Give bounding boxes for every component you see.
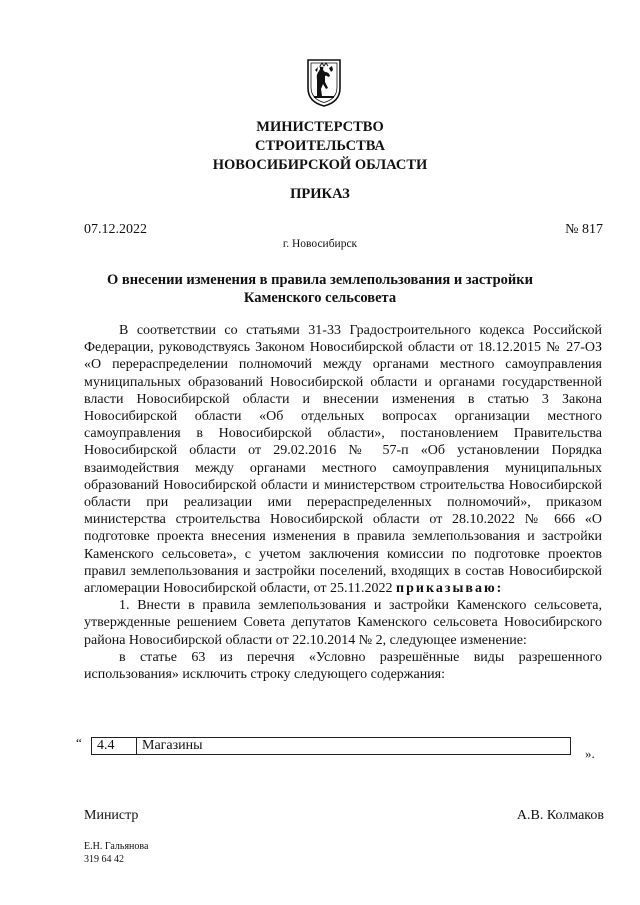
ministry-line: МИНИСТЕРСТВО [256, 119, 384, 135]
document-type: ПРИКАЗ [290, 186, 350, 202]
executor-info [84, 840, 148, 866]
table-cell-code: 4.4 [92, 738, 137, 755]
quote-close: ». [585, 746, 595, 761]
signature-title: Министр [84, 808, 139, 823]
order-subject [0, 271, 640, 307]
order-number: № 817 [565, 222, 603, 237]
table-row [92, 738, 571, 755]
order-body [84, 322, 602, 683]
quote-open: “ [76, 735, 82, 750]
subject-line: Каменского сельсовета [243, 290, 397, 306]
body-paragraph-2: 1. Внести в правила землепользования и застройки Каменского сельсовета, утвержденные решением Совета депутатов Каменского сельсовета Новосибирского района Новосибирской области от 22.10.2014 № 2, следующее изменение: [84, 598, 602, 648]
coat-of-arms-icon [306, 58, 342, 108]
order-city: г. Новосибирск [282, 238, 358, 250]
body-paragraph-1 [84, 322, 602, 597]
body-paragraph-3: в статье 63 из перечня «Условно разрешённые виды разрешенного использования» исключить строку следующего содержания: [84, 649, 602, 683]
ministry-line: НОВОСИБИРСКОЙ ОБЛАСТИ [212, 157, 428, 173]
ministry-name [0, 118, 640, 175]
signature-name: А.В. Колмаков [516, 808, 604, 823]
excluded-row-table [91, 737, 571, 755]
order-word: приказываю: [396, 581, 504, 597]
subject-line: О внесении изменения в правила землепользования и застройки [106, 272, 533, 288]
executor-phone: 319 64 42 [84, 854, 124, 865]
ministry-line: СТРОИТЕЛЬСТВА [254, 138, 386, 154]
order-date: 07.12.2022 [84, 222, 147, 237]
executor-name: Е.Н. Гальянова [84, 841, 149, 852]
table-cell-name: Магазины [137, 738, 571, 755]
body-paragraph-1-text: В соответствии со статьями 31-33 Градостроительного кодекса Российской Федерации, руководствуясь Законом Новосибирской области от 18.12.2015 № 27-ОЗ «О перераспределении полномочий между органами местного самоуправления муниципальных образований Новосибирской области и органами государственной власти Новосибирской области и внесении изменения в статью 3 Закона Новосибирской области «Об отдельных вопросах организации местного самоуправления в Новосибирской области», постановлением Правительства Новосибирской области от 29.02.2016 № 57-п «Об установлении Порядка взаимодействия между органами местного самоуправления муниципальных образований Новосибирской области и министерством строительства Новосибирской области при реализации ими перераспределенных полномочий», приказом министерства строительства Новосибирской области от 28.10.2022 № 666 «О подготовке проекта внесения изменения в правила землепользования и застройки Каменского сельсовета», с учетом заключения комиссии по подготовке проектов правил землепользования и застройки поселений, входящих в состав Новосибирской агломерации Новосибирской области, от 25.11.2022 [84, 323, 602, 597]
